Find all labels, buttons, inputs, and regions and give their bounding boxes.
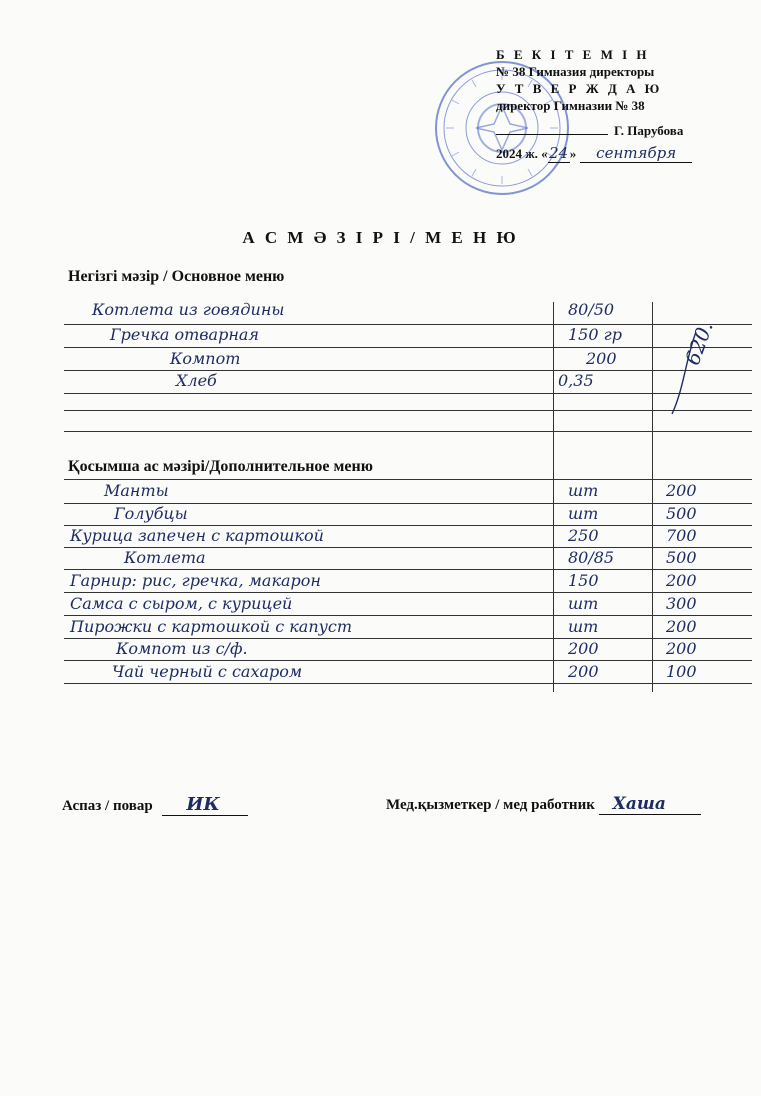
extra-item-amount: шт [568, 504, 599, 523]
extra-item-name: Котлета [124, 548, 206, 567]
price-column-divider [652, 302, 653, 692]
medic-signature-line [599, 794, 701, 815]
main-menu-label: Негізгі мәзір / Основное меню [68, 268, 285, 285]
extra-item-amount: 150 [568, 571, 599, 590]
main-item-name: Компот [170, 349, 241, 368]
extra-item-name: Пирожки с картошкой с капуст [70, 617, 353, 636]
approval-ru-position: директор Гимназии № 38 [496, 98, 645, 113]
director-name: Г. Парубова [614, 123, 684, 138]
main-row-line [64, 393, 752, 394]
approval-ru-heading: У Т В Е Р Ж Д А Ю [496, 81, 663, 96]
cook-signature-row [62, 794, 248, 816]
main-item-amount: 0,35 [558, 371, 594, 390]
extra-item-price: 300 [666, 594, 697, 613]
cook-label: Аспаз / повар [62, 798, 153, 814]
date-mid: » [569, 146, 577, 161]
extra-item-name: Манты [104, 481, 169, 500]
extra-item-name: Курица запечен с картошкой [70, 526, 324, 545]
extra-row-line [64, 615, 752, 616]
extra-item-price: 700 [666, 526, 697, 545]
main-menu-total: 620. [680, 318, 718, 369]
main-item-amount: 80/50 [568, 300, 615, 319]
extra-item-amount: 200 [568, 662, 599, 681]
extra-item-price: 200 [666, 571, 697, 590]
approval-kz-position: № 38 Гимназия директоры [496, 64, 655, 79]
main-row-line [64, 370, 752, 371]
extra-item-name: Чай черный с сахаром [112, 662, 303, 681]
extra-item-price: 100 [666, 662, 697, 681]
extra-item-amount: 250 [568, 526, 599, 545]
main-item-amount: 200 [586, 349, 617, 368]
extra-item-price: 200 [666, 481, 697, 500]
extra-row-line [64, 592, 752, 593]
date-day: 24 [549, 144, 569, 162]
main-item-name: Хлеб [176, 371, 217, 390]
main-item-name: Гречка отварная [110, 325, 260, 344]
extra-item-name: Гарнир: рис, гречка, макарон [70, 571, 321, 590]
director-signature-line [496, 134, 608, 135]
extra-item-amount: шт [568, 617, 599, 636]
extra-item-amount: 80/85 [568, 548, 615, 567]
extra-item-price: 500 [666, 504, 697, 523]
extra-item-name: Компот из с/ф. [116, 639, 248, 658]
extra-item-price: 500 [666, 548, 697, 567]
cook-signature-line [162, 794, 248, 816]
extra-menu-label: Қосымша ас мәзірі/Дополнительное меню [68, 458, 373, 475]
extra-row-line [64, 569, 752, 570]
director-signature-row [496, 122, 736, 139]
date-prefix: 2024 ж. « [496, 146, 548, 161]
extra-item-name: Голубцы [114, 504, 188, 523]
date-month: сентября [580, 145, 692, 163]
extra-item-name: Самса с сыром, с курицей [70, 594, 293, 613]
medic-label: Мед.қызметкер / мед работник [386, 797, 595, 813]
main-row-line [64, 431, 752, 432]
extra-item-amount: 200 [568, 639, 599, 658]
cook-signature: ИК [186, 794, 220, 815]
approval-kz-heading: Б Е К І Т Е М І Н [496, 47, 650, 62]
medic-signature: Хаша [612, 794, 666, 814]
main-row-line [64, 347, 752, 348]
approval-date-row [496, 145, 736, 163]
amount-column-divider [553, 302, 554, 692]
extra-row-line [64, 479, 752, 480]
main-item-name: Котлета из говядины [92, 300, 285, 319]
main-item-amount: 150 гр [568, 325, 622, 344]
approval-block [496, 46, 736, 163]
extra-item-amount: шт [568, 594, 599, 613]
extra-row-line [64, 660, 752, 661]
main-row-line [64, 410, 752, 411]
extra-item-price: 200 [666, 617, 697, 636]
medic-signature-row [386, 794, 701, 815]
page-title: А С М Ә З І Р І / М Е Н Ю [242, 228, 519, 247]
extra-row-line [64, 683, 752, 684]
extra-item-amount: шт [568, 481, 599, 500]
extra-item-price: 200 [666, 639, 697, 658]
